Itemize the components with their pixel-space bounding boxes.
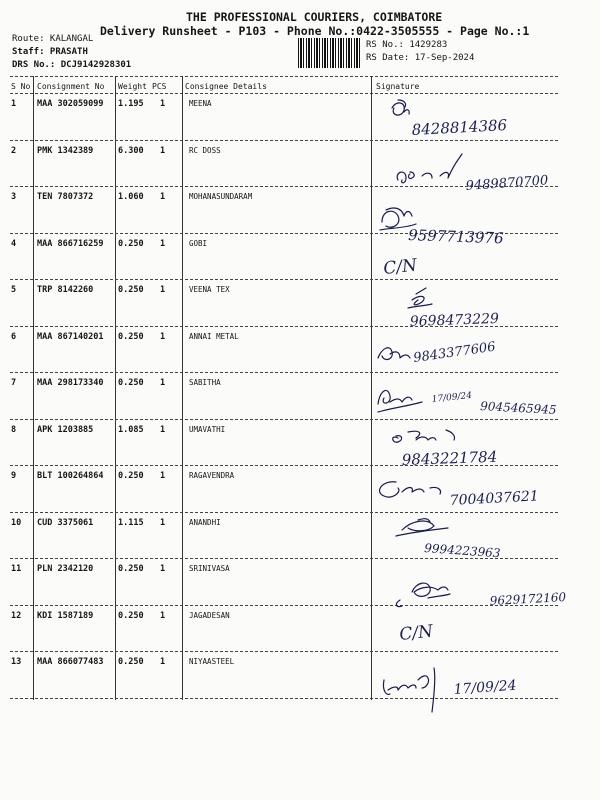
signature-mark-6 [378,348,410,360]
row-5-sno: 5 [11,285,17,295]
signature-date-7: 17/09/24 [431,390,473,405]
row-5-consignee: VEENA TEX [189,285,230,294]
row-8-sno: 8 [11,424,17,435]
signature-mark-11 [396,583,450,606]
col-header-consignment: Consignment No [37,82,105,91]
row-7-sno: 7 [11,378,17,388]
row-2-pcs: 1 [160,145,166,156]
row-13-weight: 0.250 [118,657,144,667]
row-8-consignment: APK 1203885 [37,424,94,435]
row-9-pcs: 1 [160,471,166,481]
row-12-consignment: KDI 1587189 [37,610,94,621]
row-4-sno: 4 [11,238,17,249]
row-7-weight: 0.250 [118,378,144,388]
signature-phone-8: 9843221784 [401,447,498,469]
rs-number: RS No.: 1429283 [366,40,448,50]
row-8-consignee: UMAVATHI [189,424,226,434]
signature-phone-10: 9994223963 [423,541,501,561]
row-11-pcs: 1 [160,564,166,574]
signature-cn-2: C/N [398,621,434,645]
row-3-sno: 3 [11,192,17,202]
row-2-consignee: RC DOSS [189,145,221,155]
row-4-weight: 0.250 [118,238,144,249]
row-7-consignee: SABITHA [189,378,221,387]
row-13-consignee: NIYAASTEEL [189,657,235,666]
runsheet-line: Delivery Runsheet - P103 - Phone No.:0422-3505555 - Page No.:1 [100,24,530,38]
row-12-sno: 12 [11,610,22,621]
row-5-consignment: TRP 8142260 [37,285,94,295]
row-12-pcs: 1 [160,610,166,621]
signature-phone-9: 7004037621 [449,488,540,509]
signature-mark-7 [378,390,422,412]
row-8-pcs: 1 [160,424,166,435]
row-11-consignee: SRINIVASA [189,564,230,573]
company-title: THE PROFESSIONAL COURIERS, COIMBATORE [186,10,443,24]
row-4-consignment: MAA 866716259 [37,238,104,249]
row-13-consignment: MAA 866077483 [37,657,104,667]
row-12-consignee: JAGADESAN [189,610,230,620]
row-1-consignee: MEENA [189,99,212,108]
signature-phone-6: 9843377606 [412,339,497,366]
row-3-consignee: MOHANASUNDARAM [189,192,253,201]
row-2-weight: 6.300 [118,145,144,156]
row-7-consignment: MAA 298173340 [37,378,104,388]
signature-phone-3: 9597713976 [407,226,504,248]
rs-date: RS Date: 17-Sep-2024 [366,53,475,63]
signature-phone-11: 9629172160 [489,590,567,608]
row-3-consignment: TEN 7807372 [37,192,94,202]
signature-mark-9 [380,482,441,497]
signature-mark-2 [397,154,462,183]
row-13-sno: 13 [11,657,22,667]
row-5-weight: 0.250 [118,285,144,295]
col-header-weight: Weight [118,82,147,91]
row-13-pcs: 1 [160,657,166,667]
row-11-consignment: PLN 2342120 [37,564,94,574]
row-4-pcs: 1 [160,238,166,249]
row-10-pcs: 1 [160,517,166,528]
row-1-pcs: 1 [160,99,166,109]
route-label: Route: KALANGAL [12,34,94,44]
signature-date-13: 17/09/24 [453,677,518,698]
row-1-consignment: MAA 302059099 [37,99,104,109]
col-header-consignee: Consignee Details [185,82,267,91]
row-6-consignment: MAA 867140201 [37,331,104,342]
row-8-weight: 1.085 [118,424,144,435]
row-9-sno: 9 [11,471,17,481]
row-6-sno: 6 [11,331,17,342]
col-header-signature: Signature [376,82,420,91]
row-3-pcs: 1 [160,192,166,202]
signature-cn-1: C/N [382,255,418,279]
signature-phone-1: 8428814386 [411,116,508,139]
row-2-sno: 2 [11,145,17,156]
col-header-pcs: PCS [152,82,167,91]
row-9-weight: 0.250 [118,471,144,481]
row-11-weight: 0.250 [118,564,144,574]
drs-number: DRS No.: DCJ9142928301 [12,60,132,70]
row-12-weight: 0.250 [118,610,144,621]
row-5-pcs: 1 [160,285,166,295]
row-10-consignment: CUD 3375061 [37,517,94,528]
row-9-consignment: BLT 100264864 [37,471,104,481]
signature-mark-13 [383,668,434,712]
row-1-weight: 1.195 [118,99,144,109]
signature-mark-10 [396,519,448,536]
row-11-sno: 11 [11,564,22,574]
row-6-weight: 0.250 [118,331,144,342]
row-6-consignee: ANNAI METAL [189,331,239,341]
row-4-consignee: GOBI [189,238,208,248]
row-10-sno: 10 [11,517,22,528]
row-2-consignment: PMK 1342389 [37,145,94,156]
row-1-sno: 1 [11,99,17,109]
signature-mark-1 [392,100,409,115]
signature-mark-5 [408,288,432,308]
signature-phone-5: 9698473229 [409,310,500,330]
row-9-consignee: RAGAVENDRA [189,471,235,480]
staff-label: Staff: PRASATH [12,47,88,57]
row-6-pcs: 1 [160,331,166,342]
row-3-weight: 1.060 [118,192,144,202]
row-10-consignee: ANANDHI [189,517,221,527]
row-10-weight: 1.115 [118,517,144,528]
signature-mark-8 [393,430,455,442]
row-7-pcs: 1 [160,378,166,388]
signature-phone-7: 9045465945 [479,399,557,417]
col-header-sno: S No [11,82,31,91]
signature-phone-2: 9489870700 [465,173,549,194]
